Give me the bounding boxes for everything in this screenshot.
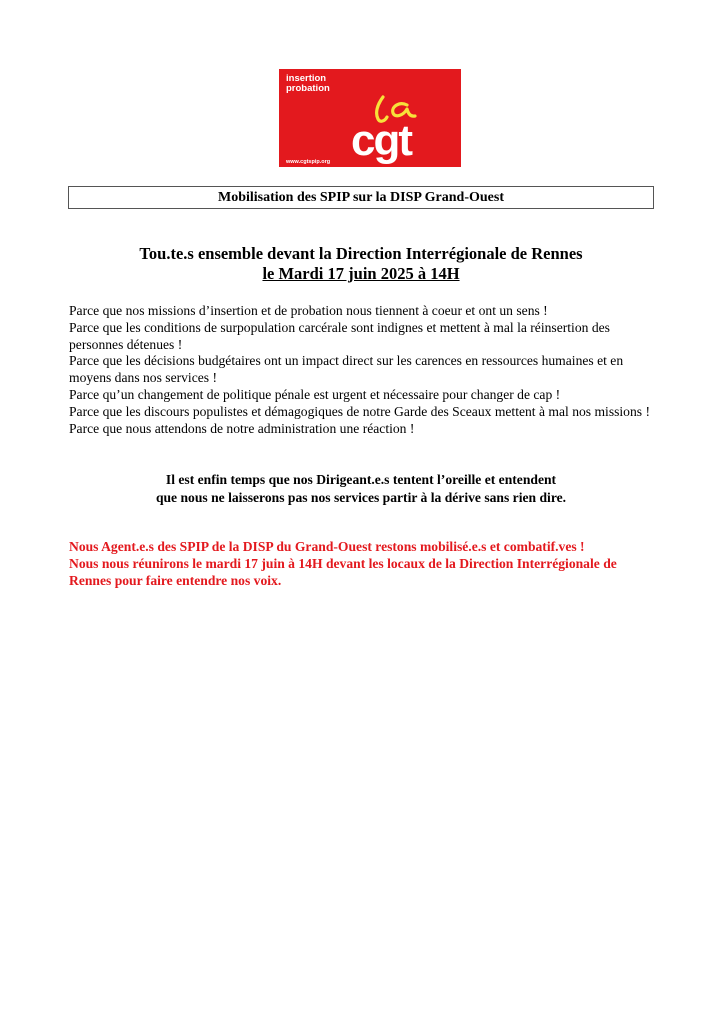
reason-item: Parce que les conditions de surpopulation carcérale sont indignes et mettent à mal la réinsertion des personnes détenues !: [69, 319, 610, 352]
logo-line-probation: probation: [286, 83, 330, 94]
logo-line-insertion: insertion: [286, 73, 327, 84]
reason-item: Parce que nous attendons de notre administration une réaction !: [69, 420, 415, 436]
closing-line: Nous Agent.e.s des SPIP de la DISP du Grand-Ouest restons mobilisé.e.s et combatif.ves !: [69, 539, 585, 554]
reason-item: Parce que les discours populistes et démagogiques de notre Garde des Sceaux mettent à mal nos missions !: [69, 403, 650, 419]
closing-line: Nous nous réunirons le mardi 17 juin à 14H devant les locaux de la Direction Interrégionale de Rennes pour faire entendre nos voix.: [69, 556, 617, 589]
callout-line: Il est enfin temps que nos Dirigeant.e.s tentent l’oreille et entendent: [165, 472, 557, 487]
cgt-logo-graphic: [279, 69, 461, 167]
reason-item: Parce que les décisions budgétaires ont un impact direct sur les carences en ressources humaines et en moyens dans nos services !: [69, 353, 624, 386]
callout-statement: [68, 471, 654, 506]
reason-item: Parce qu’un changement de politique pénale est urgent et nécessaire pour changer de cap !: [69, 386, 561, 402]
logo-url: www.cgtspip.org: [286, 159, 331, 165]
subject-banner-text: Mobilisation des SPIP sur la DISP Grand-Ouest: [217, 189, 504, 205]
subject-banner: [68, 186, 654, 209]
event-title: [68, 244, 654, 284]
closing-statement: [69, 538, 655, 590]
callout-line: que nous ne laisserons pas nos services partir à la dérive sans rien dire.: [155, 489, 567, 505]
reason-item: Parce que nos missions d’insertion et de probation nous tiennent à coeur et ont un sens !: [69, 303, 548, 318]
event-title-line: Tou.te.s ensemble devant la Direction Interrégionale de Rennes: [139, 244, 583, 263]
logo-cgt-wordmark: cgt: [351, 116, 411, 165]
reasons-list: [69, 303, 655, 437]
cgt-logo: [279, 69, 461, 167]
event-date-line: le Mardi 17 juin 2025 à 14H: [262, 264, 460, 283]
